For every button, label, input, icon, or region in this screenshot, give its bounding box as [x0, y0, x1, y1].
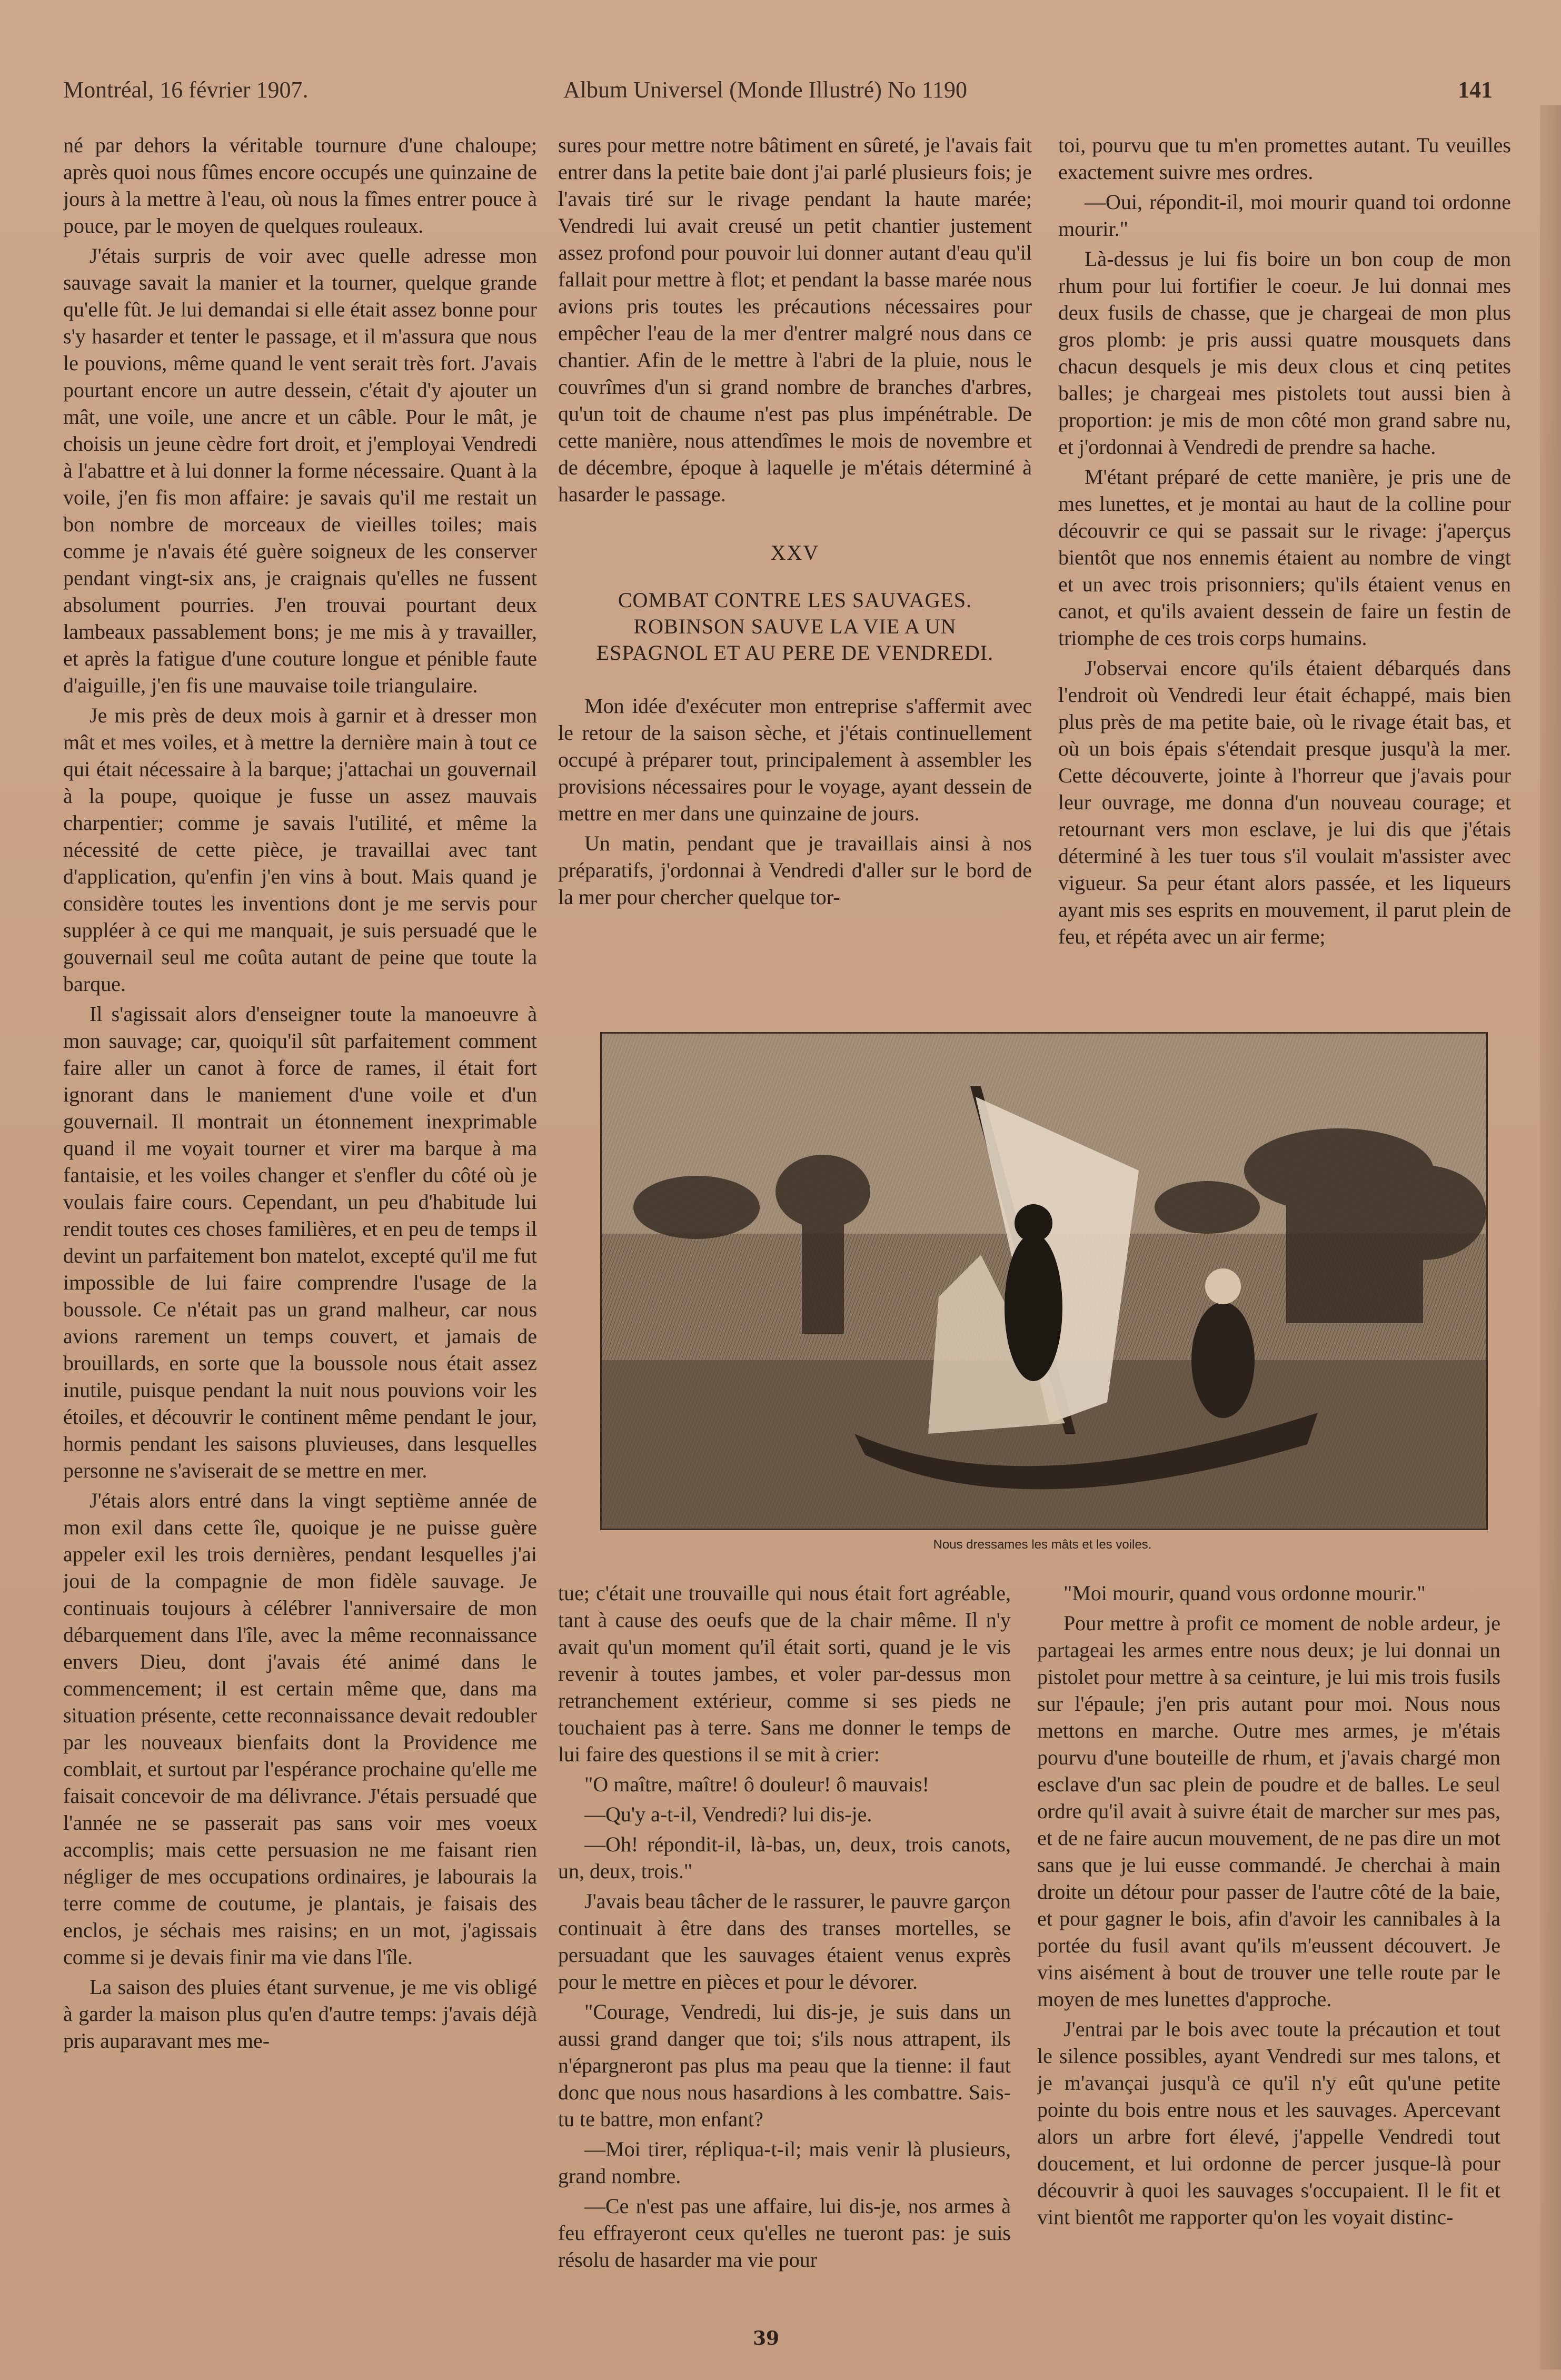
header-publication: Album Universel (Monde Illustré) No 1190 — [563, 77, 968, 103]
header-date: Montréal, 16 février 1907. — [63, 77, 309, 103]
paragraph: Il s'agissait alors d'enseigner toute la manoeuvre à mon sauvage; car, quoiqu'il sût parfaitement comment faire aller un canot à force de rames, il était fort ignorant dans le maniement d'une voile et d'un gouvernail. Il montrait un étonnement inexprimable quand il me voyait tourner et virer ma barque à ma fantaisie, et les voiles changer et s'enfler du côté où je voulais faire cours. Cependant, un peu d'habitude lui rendit toutes ces choses familières, et en peu de temps il devint un parfaitement bon matelot, excepté qu'il me fut impossible de lui faire comprendre l'usage de la boussole. Ce n'était pas un grand malheur, car nous avions rarement un temps couvert, et jamais de brouillards, en sorte que la boussole nous était assez inutile, puisque pendant la nuit nous pouvions voir les étoiles, et découvrir le continent même pendant le jour, hormis pendant les saisons pluvieuses, dans lesquelles personne ne s'aviserait de se mettre en mer. — [63, 1002, 537, 1482]
dialogue-line: —Moi tirer, répliqua-t-il; mais venir là plusieurs, grand nombre. — [558, 2137, 1011, 2188]
paragraph: sures pour mettre notre bâtiment en sûreté, je l'avais fait entrer dans la petite baie dont j'ai parlé plusieurs fois; je l'avais tiré sur le rivage pendant la haute marée; Vendredi lui avait creusé un petit chantier justement assez profond pour pouvoir lui donner autant d'eau qu'il fallait pour mettre à flot; et pendant la basse marée nous avions pris toutes les précautions nécessaires pour empêcher l'eau de la mer d'entrer malgré nous dans ce chantier. Afin de le mettre à l'abri de la pluie, nous le couvrîmes d'un si grand nombre de branches d'arbres, qu'un toit de chaume n'est pas plus impénétrable. De cette manière, nous attendîmes le mois de novembre et de décembre, époque à laquelle je m'étais déterminé à hasarder le passage. — [558, 133, 1032, 506]
column-3-top — [1058, 132, 1511, 1000]
header-page-number: 141 — [1458, 77, 1493, 103]
paragraph: toi, pourvu que tu m'en promettes autant. Tu veuilles exactement suivre mes ordres. — [1058, 133, 1511, 184]
paragraph: J'étais alors entré dans la vingt septième année de mon exil dans cette île, quoique je ne puisse guère appeler exil les trois dernières, pendant lesquelles j'ai joui de la compagnie de mon fidèle sauvage. Je continuais toujours à célébrer l'anniversaire de mon débarquement dans l'île, avec la même reconnaissance envers Dieu, dont j'avais été animé dans le commencement; il est certain même que, dans ma situation présente, cette reconnaissance devait redoubler par les nouveaux bienfaits dont la Providence me comblait, et surtout par l'espérance prochaine qu'elle me faisait concevoir de ma délivrance. J'étais persuadé que l'année ne se passerait pas sans voir mes voeux accomplis; mais cette persuasion ne me faisant rien négliger de mes occupations ordinaires, je labourais la terre comme de coutume, je plantais, je faisais des enclos, je séchais mes raisins; en un mot, j'agissais comme si je devais finir ma vie dans l'île. — [63, 1489, 537, 1969]
paragraph: J'observai encore qu'ils étaient débarqués dans l'endroit où Vendredi leur était échappé, mais bien plus près de ma petite baie, où le rivage était bas, et où un bois épais s'étendait presque jusqu'à la mer. Cette découverte, jointe à l'horreur que j'avais pour leur ouvrage, me donna d'un nouveau courage; et retournant vers mon esclave, je lui dis que j'étais déterminé à les tuer tous s'il voulait m'assister avec vigueur. Sa peur étant alors passée, et les liqueurs ayant mis ses esprits en mouvement, il parut plein de feu, et répéta avec un air ferme; — [1058, 656, 1511, 948]
column-2-top — [558, 132, 1032, 1000]
engraving-illustration — [600, 1032, 1488, 1530]
paragraph: né par dehors la véritable tournure d'une chaloupe; après quoi nous fûmes encore occupés une quinzaine de jours à la mettre à l'eau, où nous la fîmes entrer pouce à pouce, par le moyen de quelques rouleaux. — [63, 133, 537, 237]
folio-number: 39 — [753, 2327, 780, 2349]
column-2-bottom — [558, 1580, 1011, 2306]
paragraph: tue; c'était une trouvaille qui nous était fort agréable, tant à cause des oeufs que de la chair même. Il n'y avait qu'un moment qu'il était sorti, quand je le vis revenir à toutes jambes, et voler par-dessus mon retranchement extérieur, comme si ses pieds ne touchaient pas à terre. Sans me donner le temps de lui faire des questions il se mit à crier: — [558, 1581, 1011, 1766]
paragraph: M'étant préparé de cette manière, je pris une de mes lunettes, et je montai au haut de la colline pour découvrir ce qui se passait sur le rivage: j'aperçus bientôt que nos ennemis étaient au nombre de vingt et un avec trois prisonniers; qu'ils étaient venus en canot, et qu'ils avaient dessein de faire un festin de triomphe de ces trois corps humains. — [1058, 465, 1511, 650]
paragraph: J'avais beau tâcher de le rassurer, le pauvre garçon continuait à être dans des transes mortelles, se persuadant que les sauvages étaient venus exprès pour le mettre en pièces et pour le dévorer. — [558, 1889, 1011, 1994]
page-header — [63, 76, 1498, 113]
paragraph: J'entrai par le bois avec toute la précaution et tout le silence possibles, ayant Vendredi sur mes talons, et je m'avançai jusqu'à ce qu'il n'y eût qu'une petite pointe du bois entre nous et les sauvages. Apercevant alors un arbre fort élevé, j'appelle Vendredi tout doucement, et lui ordonne de percer jusque-là pour découvrir à quoi les sauvages s'occupaient. Il le fit et vint bientôt me rapporter qu'on les voyait distinc- — [1037, 2017, 1500, 2229]
dialogue-line: —Qu'y a-t-il, Vendredi? lui dis-je. — [584, 1802, 872, 1826]
paragraph: Mon idée d'exécuter mon entreprise s'affermit avec le retour de la saison sèche, et j'étais continuellement occupé à préparer tout, principalement à assembler les provisions nécessaires pour le voyage, ayant dessein de mettre en mer dans une quinzaine de jours. — [558, 694, 1032, 825]
boat-sail-engraving — [602, 1034, 1486, 1529]
dialogue-line: —Oh! répondit-il, là-bas, un, deux, trois canots, un, deux, trois." — [558, 1832, 1011, 1883]
paragraph: La saison des pluies étant survenue, je me vis obligé à garder la maison plus qu'en d'autre temps: j'avais déjà pris auparavant mes me- — [63, 1975, 537, 2052]
paragraph: Je mis près de deux mois à garnir et à dresser mon mât et mes voiles, et à mettre la dernière main à tout ce qui était nécessaire à la barque; j'attachai un gouvernail à la poupe, quoique je fusse un assez mauvais charpentier; comme je savais l'utilité, et même la nécessité de cette pièce, je travaillai avec tant d'application, qu'enfin j'en vins à bout. Mais quand je considère toutes les inventions dont je me servis pour suppléer à ce qui me manquait, je suis persuadé que le gouvernail seul me coûta autant de peine que toute la barque. — [63, 703, 537, 996]
column-3-bottom — [1037, 1580, 1500, 2306]
paragraph: Pour mettre à profit ce moment de noble ardeur, je partageai les armes entre nous deux; je lui donnai un pistolet pour mettre à sa ceinture, je lui mis trois fusils sur l'épaule; j'en pris autant pour moi. Nous nous mettons en marche. Outre mes armes, je m'étais pourvu d'une bouteille de rhum, et j'avais chargé mon esclave d'un sac plein de poudre et de balles. Le seul ordre qu'il avait à suivre était de marcher sur mes pas, et de ne faire aucun mouvement, de ne pas dire un mot sans que je lui eusse commandé. Je cherchai à main droite un détour pour passer de l'autre côté de la baie, et pour gagner le bois, afin d'avoir les cannibales à la portée du fusil avant qu'ils m'eussent découvert. Je vins aisément à bout de trouver une telle route par le moyen de mes lunettes d'approche. — [1037, 1611, 1500, 2011]
dialogue-line: "Moi mourir, quand vous ordonne mourir." — [1063, 1581, 1426, 1605]
paragraph: J'étais surpris de voir avec quelle adresse mon sauvage savait la manier et la tourner, quelque grande qu'elle fût. Je lui demandai si elle était assez bonne pour s'y hasarder et tenter le passage, et il m'assura que nous le pouvions, même quand le vent serait très fort. J'avais pourtant encore un autre dessein, c'était d'y ajouter un mât, une voile, une ancre et un câble. Pour le mât, je choisis un jeune cèdre fort droit, et j'employai Vendredi à l'abattre et à lui donner la forme nécessaire. Quant à la voile, j'en fis mon affaire: je savais qu'il me restait un bon nombre de morceaux de vieilles toiles; mais comme je n'avais été guère soigneux de les conserver pendant vingt-six ans, je craignais qu'elles ne fussent absolument pourries. J'en trouvai pourtant deux lambeaux passablement bons; je me mis à y travailler, et après la fatigue d'une couture longue et pénible faute d'aiguille, j'en fis une mauvaise toile triangulaire. — [63, 244, 537, 697]
dialogue-line: —Ce n'est pas une affaire, lui dis-je, nos armes à feu effrayeront ceux qu'elles ne tueront pas: je suis résolu de hasarder ma vie pour — [558, 2194, 1011, 2272]
page-edge-stain — [1540, 105, 1561, 2369]
chapter-number: XXV — [770, 541, 820, 564]
paragraph: Là-dessus je lui fis boire un bon coup de mon rhum pour lui fortifier le coeur. Je lui donnai mes deux fusils de chasse, que je chargeai de mon plus gros plomb: je pris aussi quatre mousquets dans chacun desquels je mis deux clous et cinq petites balles; je chargeai mes pistolets tout aussi bien à proportion: je mis de mon côté mon grand sabre nu, et j'ordonnai à Vendredi de prendre sa hache. — [1058, 247, 1511, 459]
paragraph: —Oui, répondit-il, moi mourir quand toi ordonne mourir." — [1058, 190, 1511, 241]
figure-caption: Nous dressames les mâts et les voiles. — [933, 1538, 1152, 1552]
column-1 — [63, 132, 537, 2296]
paragraph: Un matin, pendant que je travaillais ainsi à nos préparatifs, j'ordonnai à Vendredi d'aller sur le bord de la mer pour chercher quelque tor- — [558, 831, 1032, 909]
dialogue-line: "O maître, maître! ô douleur! ô mauvais! — [584, 1772, 929, 1796]
chapter-title: COMBAT CONTRE LES SAUVAGES. ROBINSON SAUVE LA VIE A UN ESPAGNOL ET AU PERE DE VENDREDI. — [596, 588, 994, 665]
paragraph: "Courage, Vendredi, lui dis-je, je suis dans un aussi grand danger que toi; s'ils nous attrapent, ils n'épargneront pas plus ma peau que la tienne: il faut donc que nous nous hasardions à les combattre. Sais-tu te battre, mon enfant? — [558, 2000, 1011, 2131]
